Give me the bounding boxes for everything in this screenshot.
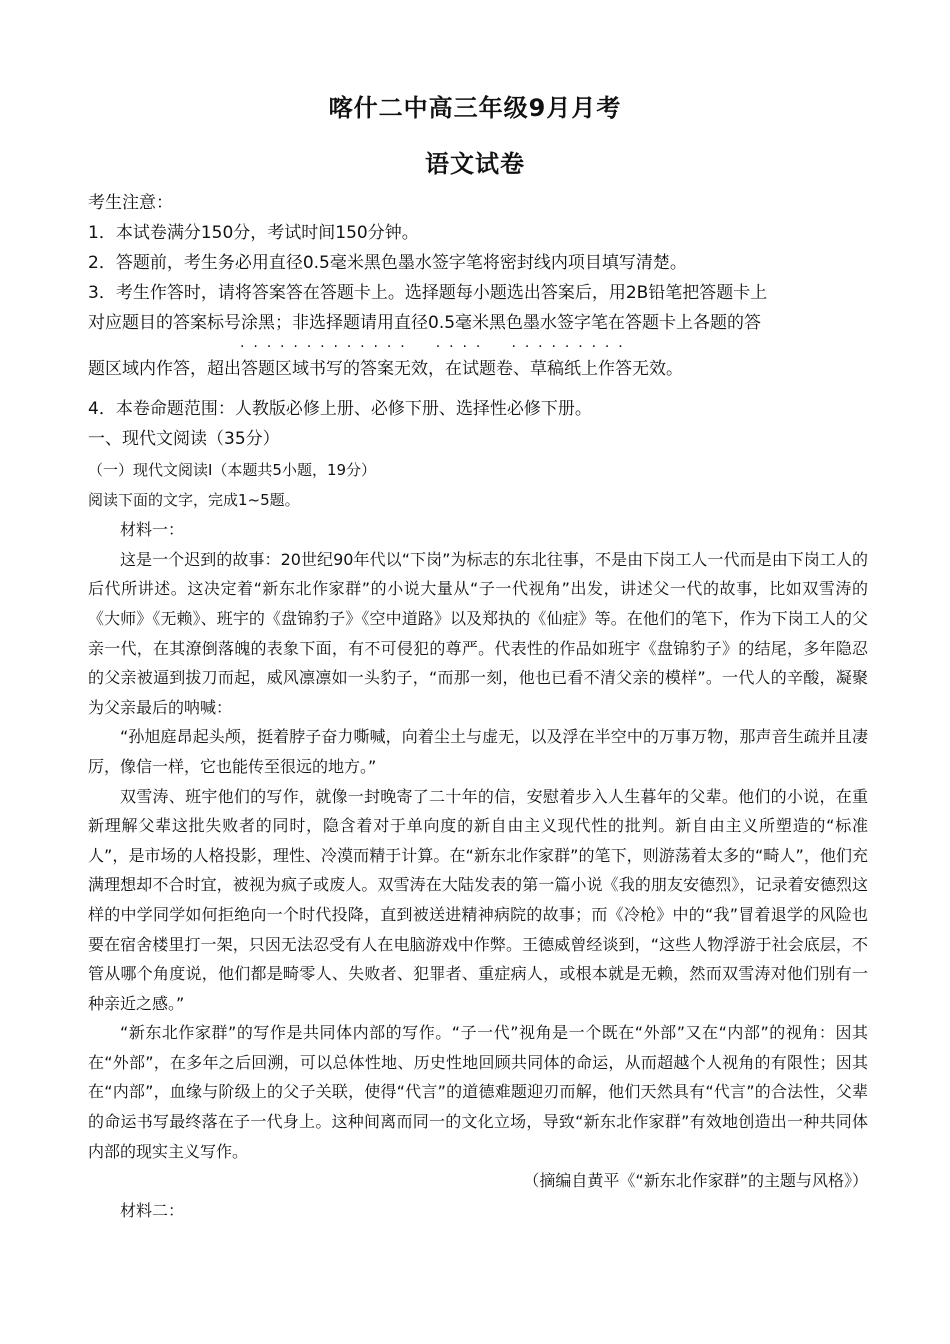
notice-item-1: 1．本试卷满分150分，考试时间150分钟。 — [88, 223, 419, 243]
material1-paragraph-1: 这是一个迟到的故事：20世纪90年代以“下岗”为标志的东北往事，不是由下岗工人一代而是由下岗工人的后代所讲述。这决定着“新东北作家群”的小说大量从“子一代视角”出发，讲述父一代的故事，比如双雪涛的《大师》《无赖》、班宇的《盘锦豹子》《空中道路》以及郑执的《仙症》等。在他们的笔下，作为下岗工人的父亲一代，在其潦倒落魄的表象下面，有不可侵犯的尊严。代表性的作品如班宇《盘锦豹子》的结尾，多年隐忍的父亲被逼到拔刀而起，威风凛凛如一头豹子，“而那一刻，他也已看不清父亲的模样”。一代人的辛酸，凝聚为父亲最后的呐喊： — [88, 549, 868, 717]
material1-paragraph-2: “孙旭庭昂起头颅，挺着脖子奋力嘶喊，向着尘土与虚无，以及浮在半空中的万事万物，那声音生疏并且凄厉，像信一样，它也能传至很远的地方。” — [88, 727, 868, 776]
reading-passage — [88, 456, 868, 1225]
notice-item-2: 2．答题前，考生务必用直径0.5毫米黑色墨水签字笔将密封线内项目填写清楚。 — [88, 253, 687, 273]
section-instruction: 阅读下面的文字，完成1~5题。 — [88, 490, 300, 509]
section-subtitle: （一）现代文阅读Ⅰ（本题共5小题，19分） — [88, 461, 377, 479]
material1-paragraph-4: “新东北作家群”的写作是共同体内部的写作。“子一代”视角是一个既在“外部”又在“内部”的视角：因其在“外部”，在多年之后回溯，可以总体性地、历史性地回顾共同体的命运，从而超越个人视角的有限性；因其在“内部”，血缘与阶级上的父子关联，使得“代言”的道德难题迎刃而解，他们天然具有“代言”的合法性，父辈的命运书写最终落在子一代身上。这种间离而同一的文化立场，导致“新东北作家群”有效地创造出一种共同体内部的现实主义写作。 — [88, 1023, 868, 1161]
exam-subtitle: 语文试卷 — [425, 150, 525, 178]
notice-block-tail — [88, 394, 868, 454]
notice-item-3-line-3: 题区域内作答，超出答题区域书写的答案无效，在试题卷、草稿纸上作答无效。 — [88, 359, 683, 379]
notice-block — [88, 188, 868, 338]
material1-label: 材料一： — [120, 520, 185, 540]
exam-title: 喀什二中高三年级9月月考 — [328, 94, 622, 122]
material2-label: 材料二： — [120, 1200, 185, 1220]
notice-heading: 考生注意： — [88, 193, 173, 213]
notice-block-continued — [88, 354, 868, 384]
notice-item-3-line-1: 3．考生作答时，请将答案答在答题卡上。选择题每小题选出答案后，用2B铅笔把答题卡上 — [88, 283, 768, 303]
notice-item-4: 4．本卷命题范围：人教版必修上册、必修下册、选择性必修下册。 — [88, 399, 592, 419]
material1-source: （摘编自黄平《“新东北作家群”的主题与风格》） — [523, 1171, 868, 1191]
notice-item-3-line-2: 对应题目的答案标号涂黑；非选择题请用直径0.5毫米黑色墨水签字笔在答题卡上各题的答 — [88, 313, 762, 333]
material1-paragraph-3: 双雪涛、班宇他们的写作，就像一封晚寄了二十年的信，安慰着步入人生暮年的父辈。他们的小说，在重新理解父辈这批失败者的同时，隐含着对于单向度的新自由主义现代性的批判。新自由主义所塑造的“标准人”，是市场的人格投影，理性、冷漠而精于计算。在“新东北作家群”的笔下，则游荡着太多的“畸人”，他们充满理想却不合时宜，被视为疯子或废人。双雪涛在大陆发表的第一篇小说《我的朋友安德烈》，记录着安德烈这样的中学同学如何拒绝向一个时代投降，直到被送进精神病院的故事；而《冷枪》中的“我”冒着退学的风险也要在宿舍楼里打一架，只因无法忍受有人在电脑游戏中作弊。王德威曾经谈到，“这些人物浮游于社会底层，不管从哪个角度说，他们都是畸零人、失败者、犯罪者、重症病人，或根本就是无赖，然而双雪涛对他们别有一种亲近之感。” — [88, 786, 868, 1013]
emphasis-dots: · · · · · · · · · · · · · · · · · · · · · · · · · · — [240, 339, 623, 355]
section-title: 一、现代文阅读（35分） — [88, 429, 280, 449]
